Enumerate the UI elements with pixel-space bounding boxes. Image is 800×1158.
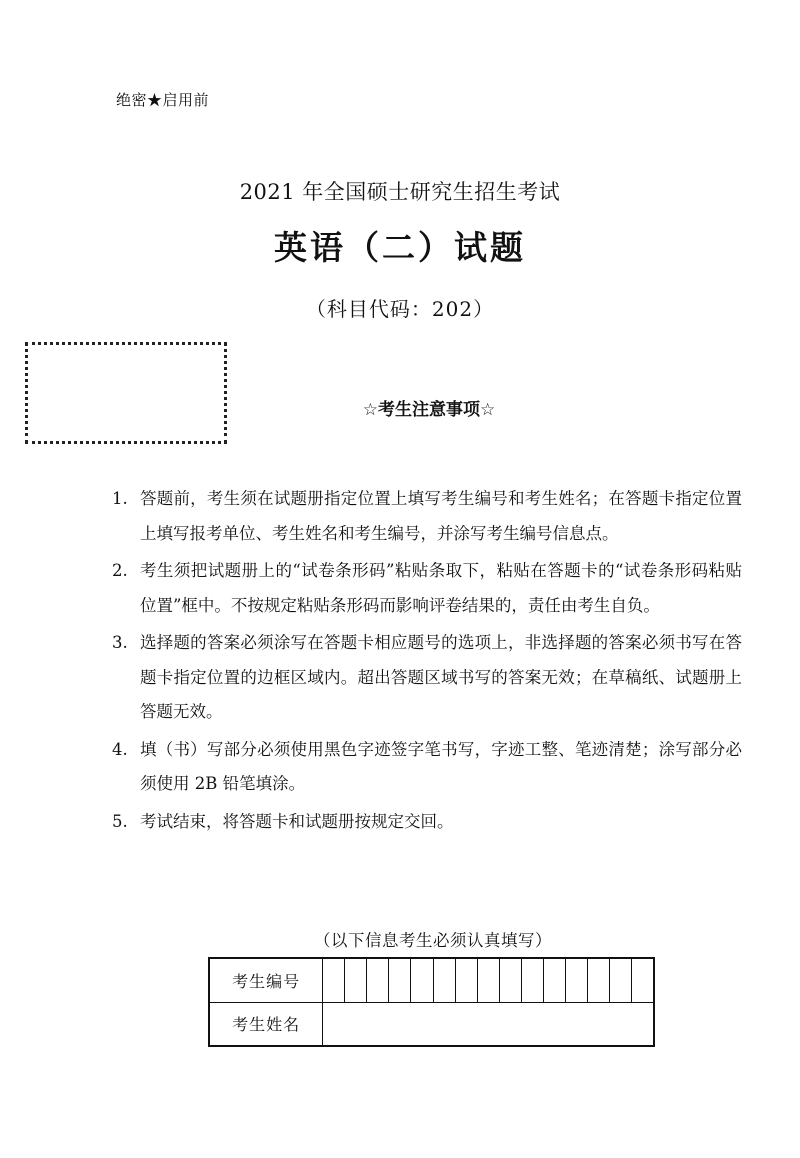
notice-item [112, 733, 742, 802]
notice-list [112, 482, 742, 842]
barcode-sticker-area [25, 342, 227, 444]
notice-item [112, 482, 742, 551]
candidate-id-digit-box[interactable] [411, 958, 433, 1002]
exam-title: 英语（二）试题 [274, 228, 526, 267]
candidate-id-digit-box[interactable] [565, 958, 587, 1002]
notice-item-number: 3. [112, 633, 128, 652]
exam-year-line: 2021 年全国硕士研究生招生考试 [239, 180, 561, 204]
notice-item-number: 1. [112, 489, 128, 508]
notice-item-number: 2. [112, 561, 128, 580]
candidate-id-digit-box[interactable] [455, 958, 477, 1002]
secret-mark: 绝密★启用前 [116, 91, 210, 109]
candidate-id-digit-box[interactable] [609, 958, 631, 1002]
candidate-info-table [208, 957, 655, 1047]
candidate-name-label: 考生姓名 [209, 1002, 323, 1046]
candidate-id-digit-box[interactable] [433, 958, 455, 1002]
candidate-name-field[interactable] [323, 1002, 654, 1046]
notice-item-text: 考试结束，将答题卡和试题册按规定交回。 [140, 811, 454, 831]
candidate-id-digit-box[interactable] [345, 958, 367, 1002]
candidate-id-digit-box[interactable] [543, 958, 565, 1002]
candidate-id-row [209, 958, 654, 1002]
notice-title: ☆考生注意事项☆ [362, 400, 496, 420]
fill-instruction-note: （以下信息考生必须认真填写） [314, 931, 552, 950]
notice-item-text: 答题前，考生须在试题册指定位置上填写考生编号和考生姓名；在答题卡指定位置上填写报考单位、考生姓名和考生编号，并涂写考生编号信息点。 [140, 489, 742, 543]
candidate-id-digit-box[interactable] [631, 958, 654, 1002]
notice-item [112, 805, 742, 840]
subject-code: （科目代码：202） [305, 297, 495, 321]
candidate-id-digit-box[interactable] [499, 958, 521, 1002]
candidate-id-digit-box[interactable] [367, 958, 389, 1002]
notice-item [112, 626, 742, 730]
notice-item-text: 考生须把试题册上的“试卷条形码”粘贴条取下，粘贴在答题卡的“试卷条形码粘贴位置”框中。不按规定粘贴条形码而影响评卷结果的，责任由考生自负。 [140, 561, 742, 615]
notice-item-number: 4. [112, 739, 128, 759]
candidate-id-digit-box[interactable] [587, 958, 609, 1002]
candidate-id-digit-box[interactable] [389, 958, 411, 1002]
candidate-id-digit-box[interactable] [521, 958, 543, 1002]
candidate-id-digit-box[interactable] [477, 958, 499, 1002]
notice-item-number: 5. [112, 811, 128, 831]
candidate-name-row [209, 1002, 654, 1046]
notice-item [112, 554, 742, 623]
candidate-id-digit-box[interactable] [323, 958, 345, 1002]
candidate-id-label: 考生编号 [209, 958, 323, 1002]
notice-item-text: 选择题的答案必须涂写在答题卡相应题号的选项上，非选择题的答案必须书写在答题卡指定位置的边框区域内。超出答题区域书写的答案无效；在草稿纸、试题册上答题无效。 [140, 633, 742, 721]
notice-item-text: 填（书）写部分必须使用黑色字迹签字笔书写，字迹工整、笔迹清楚；涂写部分必须使用 2B 铅笔填涂。 [140, 739, 742, 793]
